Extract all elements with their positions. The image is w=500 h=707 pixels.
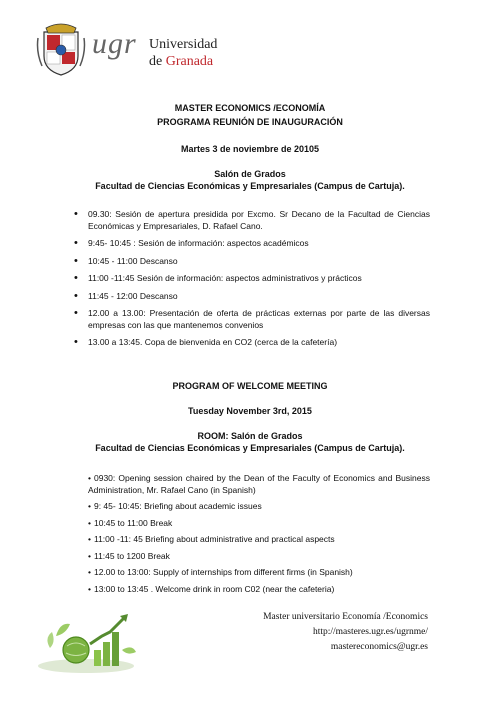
spanish-program-item: • 9:45- 10:45 : Sesión de información: aspectos académicos [88, 238, 430, 250]
ugr-wordmark: ugr [92, 27, 137, 60]
footer-email-link[interactable]: mastereconomics@ugr.es [330, 642, 428, 652]
spanish-program-item: • 12.00 a 13.00: Presentación de oferta de prácticas externas por parte de las diversas empresas con las que mantenemos convenios [88, 308, 430, 331]
spanish-program-item: • 09.30: Sesión de apertura presidida por Excmo. Sr Decano de la Facultad de Ciencias Económicas y Empresariales, D. Rafael Cano. [88, 209, 430, 232]
english-heading: PROGRAM OF WELCOME MEETING [172, 381, 328, 391]
spanish-venue-faculty: Facultad de Ciencias Económicas y Empresariales (Campus de Cartuja). [95, 181, 405, 191]
english-program-list [88, 473, 430, 600]
green-growth-illustration [36, 606, 144, 674]
spanish-heading-line1: MASTER ECONOMICS /ECONOMÍA [174, 103, 326, 113]
spanish-program-item: • 11:00 -11:45 Sesión de información: aspectos administrativos y prácticos [88, 273, 430, 285]
footer-program-name: Master universitario Economía /Economics [263, 612, 428, 622]
spanish-venue-room: Salón de Grados [214, 169, 286, 179]
english-date: Tuesday November 3rd, 2015 [188, 406, 312, 416]
coat-of-arms-icon [36, 22, 86, 76]
english-program-item: • 12.00 to 13:00: Supply of internships from different firms (in Spanish) [88, 567, 353, 577]
english-program-item: • 0930: Opening session chaired by the Dean of the Faculty of Economics and Business Administration, Mr. Rafael Cano (in Spanish) [88, 473, 430, 495]
english-program-item: • 9: 45- 10:45: Briefing about academic issues [88, 501, 262, 511]
spanish-heading-line2: PROGRAMA REUNIÓN DE INAUGURACIÓN [157, 117, 343, 127]
english-venue-faculty: Facultad de Ciencias Económicas y Empresariales (Campus de Cartuja). [95, 443, 405, 453]
footer-website-link[interactable]: http://masteres.ugr.es/ugrnme/ [312, 627, 428, 637]
university-logo [36, 22, 216, 78]
spanish-program-list [88, 209, 430, 355]
spanish-program-item: • 11:45 - 12:00 Descanso [88, 291, 430, 303]
university-name [149, 36, 217, 70]
spanish-program-item: • 13.00 a 13:45. Copa de bienvenida en CO2 (cerca de la cafetería) [88, 337, 430, 349]
spanish-program-item: • 10:45 - 11:00 Descanso [88, 256, 430, 268]
english-program-item: • 11:45 to 1200 Break [88, 550, 170, 561]
english-program-item: • 10:45 to 11:00 Break [88, 517, 173, 528]
university-name-line1: Universidad [149, 37, 218, 52]
english-program-item: • 11:00 -11: 45 Briefing about administrative and practical aspects [88, 534, 335, 544]
spanish-date: Martes 3 de noviembre de 20105 [180, 144, 320, 154]
english-venue-room: ROOM: Salón de Grados [197, 431, 303, 441]
english-program-item: • 13:00 to 13:45 . Welcome drink in room C02 (near the cafeteria) [88, 583, 335, 594]
university-name-line2: de Granada [149, 54, 214, 69]
footer-contact [263, 610, 428, 655]
